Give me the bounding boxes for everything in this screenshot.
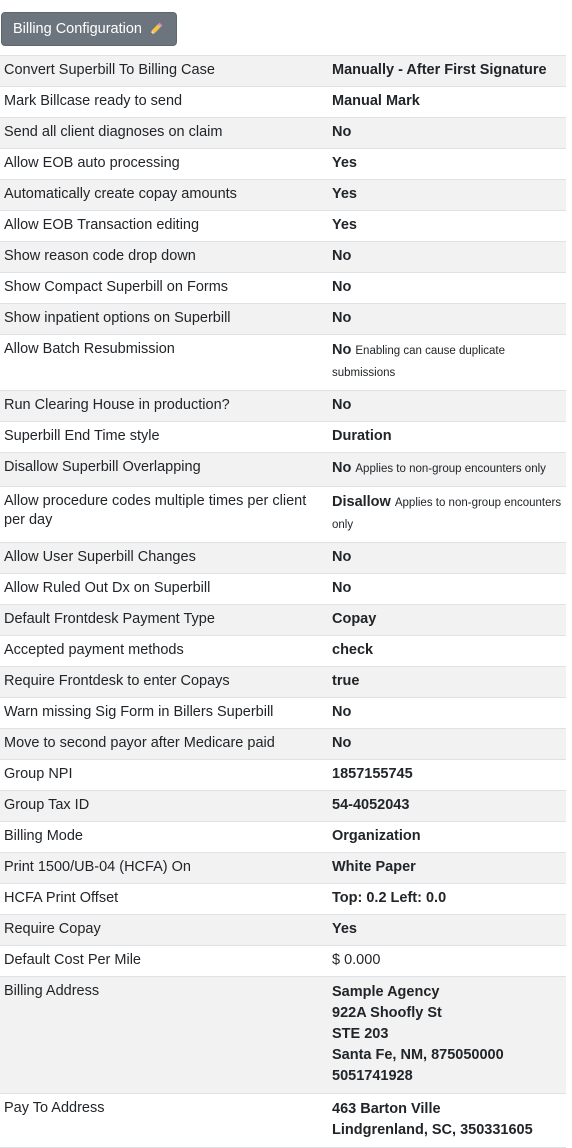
settings-row bbox=[0, 543, 566, 574]
setting-value: Manually - After First Signature bbox=[332, 62, 547, 78]
settings-row bbox=[0, 946, 566, 977]
setting-label: Print 1500/UB-04 (HCFA) On bbox=[0, 853, 324, 884]
setting-value-cell bbox=[324, 304, 566, 335]
settings-row bbox=[0, 977, 566, 1094]
address-line: 463 Barton Ville bbox=[332, 1101, 441, 1117]
setting-value-cell bbox=[324, 422, 566, 453]
setting-value-cell bbox=[324, 884, 566, 915]
settings-row bbox=[0, 698, 566, 729]
setting-label: Pay To Address bbox=[0, 1094, 324, 1148]
setting-value: No bbox=[332, 124, 352, 140]
setting-label: Group Tax ID bbox=[0, 791, 324, 822]
setting-value-cell bbox=[324, 822, 566, 853]
billing-configuration-button[interactable] bbox=[1, 12, 177, 46]
setting-label: Run Clearing House in production? bbox=[0, 391, 324, 422]
setting-value: Yes bbox=[332, 217, 357, 233]
setting-label: Require Copay bbox=[0, 915, 324, 946]
setting-value-cell bbox=[324, 87, 566, 118]
setting-value-cell bbox=[324, 56, 566, 87]
setting-value-cell bbox=[324, 335, 566, 391]
setting-value: Yes bbox=[332, 186, 357, 202]
setting-label: Warn missing Sig Form in Billers Superbill bbox=[0, 698, 324, 729]
setting-value: Manual Mark bbox=[332, 93, 420, 109]
setting-label: Default Frontdesk Payment Type bbox=[0, 605, 324, 636]
setting-value-cell bbox=[324, 977, 566, 1094]
setting-value: Duration bbox=[332, 428, 392, 444]
setting-value-cell bbox=[324, 574, 566, 605]
setting-value: No bbox=[332, 248, 352, 264]
settings-row bbox=[0, 1094, 566, 1148]
setting-value-cell bbox=[324, 487, 566, 543]
settings-row bbox=[0, 605, 566, 636]
setting-value-cell bbox=[324, 180, 566, 211]
setting-value: true bbox=[332, 673, 360, 689]
setting-value: $ 0.000 bbox=[332, 952, 381, 968]
settings-row bbox=[0, 574, 566, 605]
setting-label: Send all client diagnoses on claim bbox=[0, 118, 324, 149]
setting-label: Automatically create copay amounts bbox=[0, 180, 324, 211]
setting-value-cell bbox=[324, 118, 566, 149]
setting-value-cell bbox=[324, 543, 566, 574]
settings-row bbox=[0, 760, 566, 791]
settings-row bbox=[0, 211, 566, 242]
setting-label: Accepted payment methods bbox=[0, 636, 324, 667]
settings-row bbox=[0, 149, 566, 180]
setting-value-cell bbox=[324, 1094, 566, 1148]
setting-value: 54-4052043 bbox=[332, 797, 410, 813]
setting-label: HCFA Print Offset bbox=[0, 884, 324, 915]
address-line: 5051741928 bbox=[332, 1068, 413, 1084]
settings-row bbox=[0, 822, 566, 853]
setting-value-cell bbox=[324, 149, 566, 180]
pencil-icon bbox=[148, 21, 164, 37]
settings-row bbox=[0, 422, 566, 453]
setting-value-cell bbox=[324, 853, 566, 884]
setting-value-cell bbox=[324, 667, 566, 698]
setting-value: check bbox=[332, 642, 374, 658]
setting-label: Allow Batch Resubmission bbox=[0, 335, 324, 391]
setting-value-cell bbox=[324, 791, 566, 822]
setting-value: 1857155745 bbox=[332, 766, 413, 782]
setting-value-cell bbox=[324, 760, 566, 791]
setting-label: Billing Mode bbox=[0, 822, 324, 853]
setting-label: Allow EOB auto processing bbox=[0, 149, 324, 180]
address-line: Santa Fe, NM, 875050000 bbox=[332, 1047, 504, 1063]
settings-row bbox=[0, 391, 566, 422]
address-line: 922A Shoofly St bbox=[332, 1005, 442, 1021]
setting-label: Allow procedure codes multiple times per client per day bbox=[0, 487, 324, 543]
setting-value: No bbox=[332, 310, 352, 326]
address-line: Lindgrenland, SC, 350331605 bbox=[332, 1122, 533, 1138]
address-line: STE 203 bbox=[332, 1026, 389, 1042]
setting-label: Allow EOB Transaction editing bbox=[0, 211, 324, 242]
setting-label: Require Frontdesk to enter Copays bbox=[0, 667, 324, 698]
settings-row bbox=[0, 667, 566, 698]
setting-value: Organization bbox=[332, 828, 421, 844]
settings-row bbox=[0, 884, 566, 915]
setting-label: Allow Ruled Out Dx on Superbill bbox=[0, 574, 324, 605]
settings-row bbox=[0, 242, 566, 273]
setting-label: Superbill End Time style bbox=[0, 422, 324, 453]
setting-value: No bbox=[332, 580, 352, 596]
billing-settings-table bbox=[0, 55, 566, 1148]
billing-configuration-label: Billing Configuration bbox=[13, 21, 142, 37]
setting-value-cell bbox=[324, 391, 566, 422]
setting-label: Group NPI bbox=[0, 760, 324, 791]
setting-value: No bbox=[332, 460, 352, 476]
setting-value: Top: 0.2 Left: 0.0 bbox=[332, 890, 447, 906]
setting-note: Enabling can cause duplicate submissions bbox=[332, 345, 505, 379]
settings-row bbox=[0, 56, 566, 87]
settings-row bbox=[0, 487, 566, 543]
setting-value-cell bbox=[324, 453, 566, 487]
settings-row bbox=[0, 180, 566, 211]
settings-row bbox=[0, 273, 566, 304]
settings-row bbox=[0, 729, 566, 760]
setting-value-cell bbox=[324, 242, 566, 273]
setting-value: No bbox=[332, 397, 352, 413]
setting-value: No bbox=[332, 704, 352, 720]
settings-row bbox=[0, 636, 566, 667]
setting-note: Applies to non-group encounters only bbox=[332, 497, 562, 531]
settings-row bbox=[0, 915, 566, 946]
settings-row bbox=[0, 453, 566, 487]
setting-label: Billing Address bbox=[0, 977, 324, 1094]
setting-value-cell bbox=[324, 915, 566, 946]
setting-label: Move to second payor after Medicare paid bbox=[0, 729, 324, 760]
settings-row bbox=[0, 87, 566, 118]
setting-label: Show Compact Superbill on Forms bbox=[0, 273, 324, 304]
setting-label: Mark Billcase ready to send bbox=[0, 87, 324, 118]
settings-row bbox=[0, 853, 566, 884]
setting-label: Default Cost Per Mile bbox=[0, 946, 324, 977]
setting-value-cell bbox=[324, 605, 566, 636]
setting-value: No bbox=[332, 279, 352, 295]
setting-value: Disallow bbox=[332, 494, 391, 510]
settings-row bbox=[0, 335, 566, 391]
setting-value-cell bbox=[324, 729, 566, 760]
setting-value-cell bbox=[324, 273, 566, 304]
setting-value-cell bbox=[324, 211, 566, 242]
setting-note: Applies to non-group encounters only bbox=[355, 463, 546, 475]
setting-value: Yes bbox=[332, 155, 357, 171]
setting-value: White Paper bbox=[332, 859, 416, 875]
setting-value: No bbox=[332, 549, 352, 565]
settings-row bbox=[0, 118, 566, 149]
setting-value-cell bbox=[324, 946, 566, 977]
setting-label: Show reason code drop down bbox=[0, 242, 324, 273]
settings-row bbox=[0, 791, 566, 822]
setting-label: Convert Superbill To Billing Case bbox=[0, 56, 324, 87]
setting-value: Yes bbox=[332, 921, 357, 937]
setting-value: No bbox=[332, 342, 352, 358]
settings-row bbox=[0, 304, 566, 335]
setting-value-cell bbox=[324, 636, 566, 667]
address-line: Sample Agency bbox=[332, 984, 440, 1000]
setting-label: Allow User Superbill Changes bbox=[0, 543, 324, 574]
setting-value: Copay bbox=[332, 611, 377, 627]
setting-value: No bbox=[332, 735, 352, 751]
setting-value-cell bbox=[324, 698, 566, 729]
setting-label: Show inpatient options on Superbill bbox=[0, 304, 324, 335]
setting-label: Disallow Superbill Overlapping bbox=[0, 453, 324, 487]
